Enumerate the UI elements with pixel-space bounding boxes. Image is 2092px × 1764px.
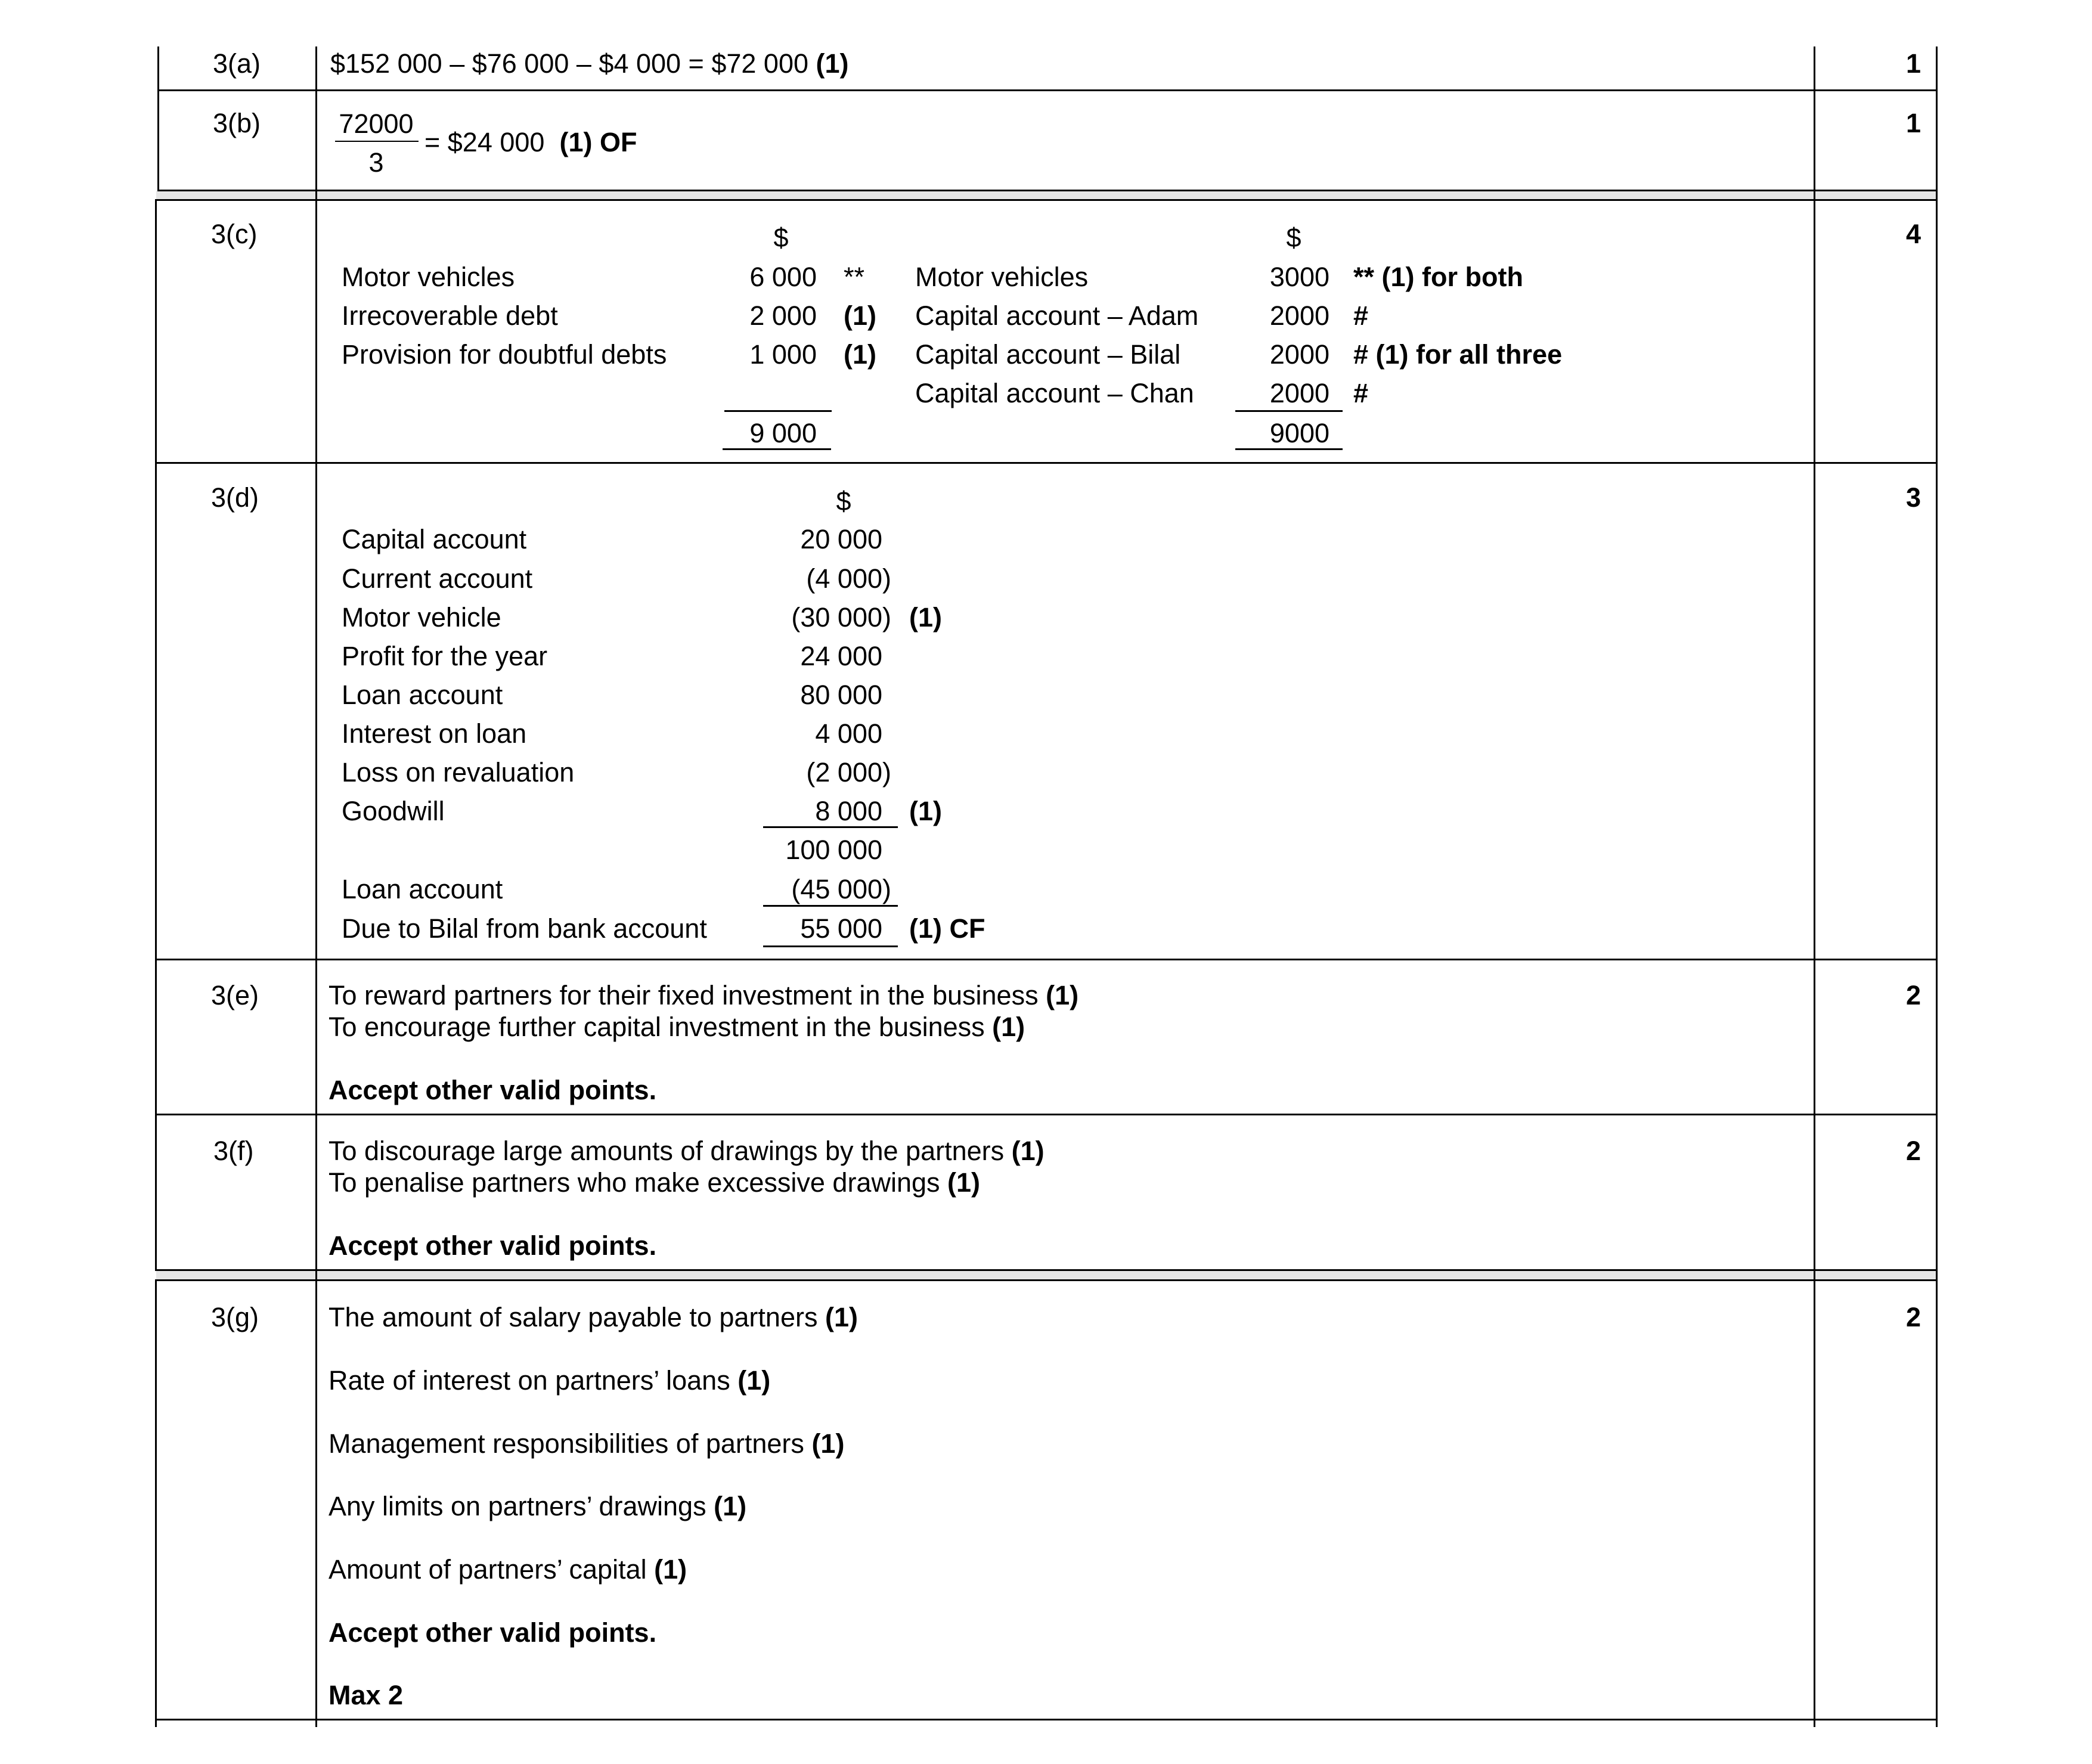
item-amount: (45 000) <box>791 874 891 904</box>
item-amount: 80 000 <box>800 680 882 710</box>
item-label: Loan account <box>342 680 503 710</box>
row-divider <box>155 199 1938 201</box>
item-amount: 4 000 <box>815 718 882 749</box>
item-amount: 55 000 <box>800 913 882 944</box>
credit-amount: 3000 <box>1269 262 1329 292</box>
mark: (1) <box>714 1491 747 1521</box>
credit-mark: ** (1) for both <box>1353 262 1523 292</box>
marks-value: 2 <box>1905 1136 1921 1166</box>
debit-mark: ** <box>844 262 865 292</box>
result <box>424 129 637 156</box>
section-gap <box>156 1270 1938 1280</box>
debit-label: Irrecoverable debt <box>342 300 558 331</box>
total-rule <box>1235 448 1343 450</box>
marks-value: 1 <box>1905 108 1921 138</box>
credit-amount: 2000 <box>1269 300 1329 331</box>
item-label: Current account <box>342 563 533 594</box>
marks-value: 2 <box>1905 1302 1921 1332</box>
item-label: Interest on loan <box>342 718 527 749</box>
answer-text: To encourage further capital investment in the business <box>328 1012 985 1042</box>
equation: $152 000 – $76 000 – $4 000 = $72 000 <box>330 48 809 79</box>
item-label: Loan account <box>342 874 503 904</box>
mark: (1) <box>816 48 849 79</box>
answer-text: To reward partners for their fixed investment in the business <box>328 980 1039 1010</box>
answer-text: Rate of interest on partners’ loans <box>328 1365 730 1396</box>
currency-header-left: $ <box>773 222 789 253</box>
answer-text: To penalise partners who make excessive drawings <box>328 1167 940 1198</box>
debit-amount: 2 000 <box>749 300 817 331</box>
marks-value: 2 <box>1905 980 1921 1010</box>
mark: (1) <box>654 1554 687 1585</box>
answer-line <box>328 1137 1045 1164</box>
debit-total: 9 000 <box>749 418 817 448</box>
row-divider <box>155 959 1938 960</box>
total-rule <box>763 945 898 947</box>
debit-label: Provision for doubtful debts <box>342 339 667 370</box>
question-id: 3(b) <box>213 108 261 138</box>
currency-header: $ <box>836 486 851 516</box>
total-rule <box>723 448 831 450</box>
item-subtotal: 100 000 <box>785 835 882 865</box>
credit-amount: 2000 <box>1269 339 1329 370</box>
item-mark: (1) <box>909 602 942 633</box>
debit-mark: (1) <box>844 300 876 331</box>
subtotal-rule <box>763 826 898 828</box>
credit-total: 9000 <box>1269 418 1329 448</box>
border-right <box>1936 46 1938 1727</box>
max-note: Max 2 <box>328 1680 404 1710</box>
item-mark: (1) CF <box>909 913 985 944</box>
item-amount: (30 000) <box>791 602 891 633</box>
row-divider <box>155 1114 1938 1115</box>
answer-line <box>328 982 1078 1009</box>
answer-text: Management responsibilities of partners <box>328 1428 804 1459</box>
mark: (1) <box>947 1167 981 1198</box>
item-amount: 24 000 <box>800 641 882 671</box>
answer-text: Any limits on partners’ drawings <box>328 1491 706 1521</box>
question-id: 3(f) <box>213 1136 254 1166</box>
answer-text: To discourage large amounts of drawings by the partners <box>328 1136 1005 1166</box>
calculation <box>330 50 849 77</box>
credit-label: Capital account – Bilal <box>915 339 1181 370</box>
answer-line <box>328 1493 746 1520</box>
item-label: Goodwill <box>342 796 445 826</box>
credit-amount: 2000 <box>1269 378 1329 408</box>
answer-line <box>328 1556 687 1583</box>
item-label: Due to Bilal from bank account <box>342 913 707 944</box>
question-id: 3(c) <box>211 219 258 249</box>
credit-mark: # <box>1353 300 1369 331</box>
debit-mark: (1) <box>844 339 876 370</box>
mark: (1) <box>825 1302 858 1332</box>
question-id: 3(e) <box>211 980 259 1010</box>
subtotal-rule <box>763 905 898 907</box>
answer-text: The amount of salary payable to partners <box>328 1302 818 1332</box>
question-id: 3(g) <box>211 1302 259 1332</box>
debit-label: Motor vehicles <box>342 262 515 292</box>
item-amount: 8 000 <box>815 796 882 826</box>
row-divider <box>155 1279 1938 1281</box>
credit-label: Capital account – Chan <box>915 378 1194 408</box>
mark: (1) <box>1011 1136 1045 1166</box>
item-label: Capital account <box>342 524 527 554</box>
item-amount: 20 000 <box>800 524 882 554</box>
total-rule <box>724 410 832 412</box>
item-label: Loss on revaluation <box>342 757 575 788</box>
mark: (1) <box>737 1365 771 1396</box>
question-id: 3(d) <box>211 482 259 513</box>
border-left <box>155 1280 157 1727</box>
mark: (1) <box>992 1012 1025 1042</box>
item-mark: (1) <box>909 796 942 826</box>
debit-amount: 6 000 <box>749 262 817 292</box>
accept-note: Accept other valid points. <box>328 1617 657 1648</box>
mark: (1) OF <box>559 127 637 157</box>
border-marks-col <box>1814 46 1815 1727</box>
answer-line <box>328 1304 858 1331</box>
mark: (1) <box>811 1428 845 1459</box>
marks-value: 4 <box>1905 219 1921 249</box>
item-amount: (2 000) <box>806 757 891 788</box>
currency-header-right: $ <box>1286 222 1301 253</box>
answer-text: Amount of partners’ capital <box>328 1554 647 1585</box>
border-id-col <box>315 46 317 1727</box>
row-divider <box>155 1719 1938 1720</box>
fraction-denominator: 3 <box>368 147 384 178</box>
result-value: = $24 000 <box>424 127 545 157</box>
total-rule <box>1235 410 1343 412</box>
answer-line <box>328 1367 770 1394</box>
item-label: Motor vehicle <box>342 602 501 633</box>
row-divider <box>157 190 1938 191</box>
accept-note: Accept other valid points. <box>328 1230 657 1261</box>
row-divider <box>155 1269 1938 1271</box>
row-divider <box>155 462 1938 464</box>
credit-label: Capital account – Adam <box>915 300 1199 331</box>
question-id: 3(a) <box>213 48 261 79</box>
answer-line <box>328 1169 980 1196</box>
row-divider <box>157 89 1938 91</box>
border-left <box>155 200 157 1270</box>
fraction-bar <box>335 141 419 142</box>
debit-amount: 1 000 <box>749 339 817 370</box>
mark: (1) <box>1046 980 1079 1010</box>
border-left <box>157 46 159 191</box>
credit-mark: # (1) for all three <box>1353 339 1563 370</box>
marks-value: 3 <box>1905 482 1921 513</box>
accept-note: Accept other valid points. <box>328 1075 657 1105</box>
credit-label: Motor vehicles <box>915 262 1089 292</box>
marks-value: 1 <box>1905 48 1921 79</box>
answer-line <box>328 1430 844 1457</box>
credit-mark: # <box>1353 378 1369 408</box>
item-label: Profit for the year <box>342 641 548 671</box>
item-amount: (4 000) <box>806 563 891 594</box>
fraction-numerator: 72000 <box>339 108 414 139</box>
answer-line <box>328 1013 1025 1040</box>
